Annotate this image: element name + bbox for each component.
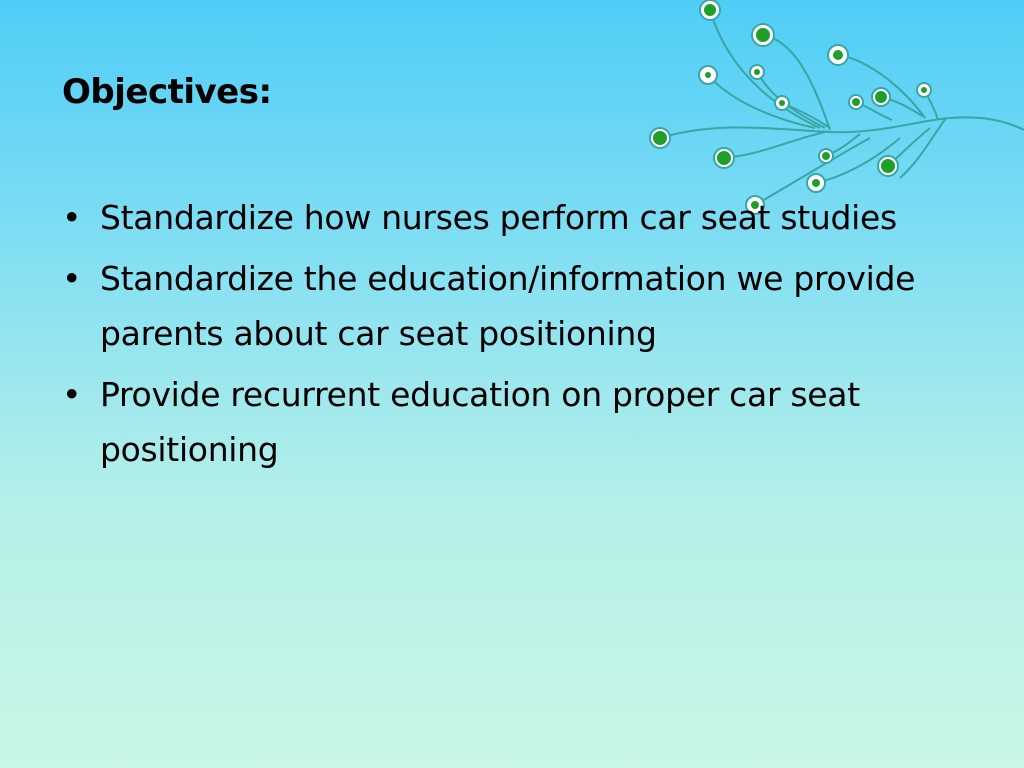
bullet-item xyxy=(62,251,922,361)
bullet-list xyxy=(62,190,922,483)
bullet-marker: • xyxy=(62,259,82,298)
bullet-marker: • xyxy=(62,198,82,237)
bullet-text: Provide recurrent education on proper car seat positioning xyxy=(100,375,860,469)
bullet-item xyxy=(62,190,922,245)
bullet-item xyxy=(62,367,922,477)
bullet-text: Standardize the education/information we provide parents about car seat positioning xyxy=(100,259,916,353)
bullet-text: Standardize how nurses perform car seat studies xyxy=(100,198,897,237)
slide-title: Objectives: xyxy=(62,72,272,112)
bullet-marker: • xyxy=(62,375,82,414)
